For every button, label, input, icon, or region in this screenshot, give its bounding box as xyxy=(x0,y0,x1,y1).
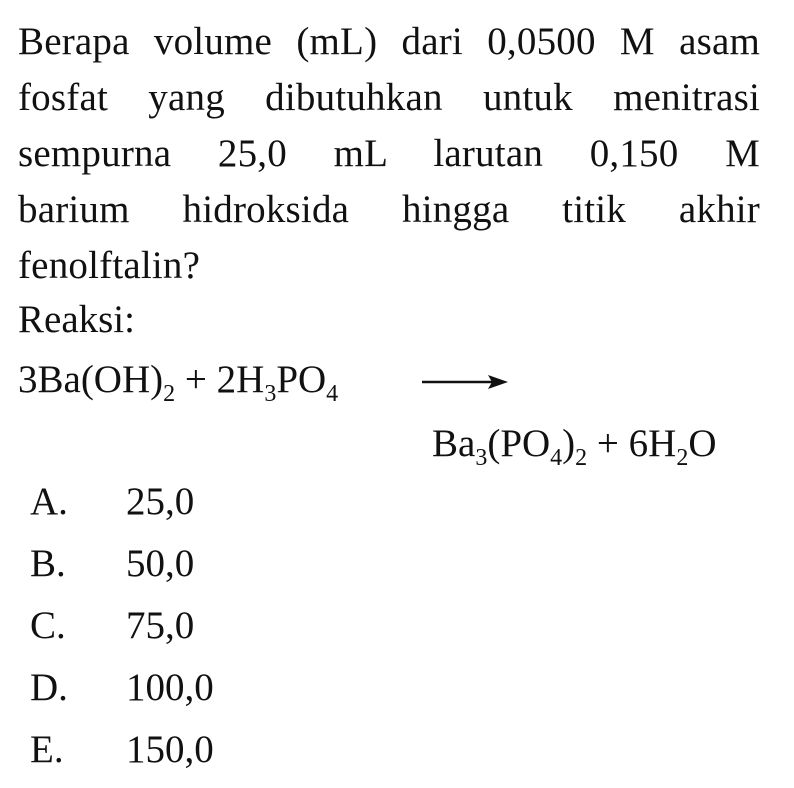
option-b[interactable] xyxy=(30,540,214,602)
subscript: 4 xyxy=(550,445,563,471)
reaction-products xyxy=(432,420,717,471)
question-line: sempurna 25,0 mL larutan 0,150 M xyxy=(18,132,760,175)
option-e[interactable] xyxy=(30,726,214,788)
subscript: 3 xyxy=(264,381,277,407)
reaction-arrow-icon xyxy=(422,372,508,392)
option-d[interactable] xyxy=(30,664,214,726)
question-line: Berapa volume (mL) dari 0,0500 M asam xyxy=(18,20,760,63)
subscript: 4 xyxy=(326,381,339,407)
option-letter: E. xyxy=(30,728,64,771)
question-text xyxy=(18,14,760,294)
product-part: ) xyxy=(562,422,576,465)
reactant-phosphoric-acid: PO xyxy=(276,358,327,401)
plus-sign: + 6H xyxy=(587,422,677,465)
subscript: 2 xyxy=(676,445,689,471)
option-value: 150,0 xyxy=(126,728,214,771)
answer-options xyxy=(30,478,214,788)
option-value: 75,0 xyxy=(126,604,195,647)
reaction-label: Reaksi: xyxy=(18,298,135,341)
option-c[interactable] xyxy=(30,602,214,664)
product-part: (PO xyxy=(487,422,551,465)
reaction-reactants xyxy=(18,356,339,407)
plus-sign: + 2H xyxy=(175,358,265,401)
option-value: 100,0 xyxy=(126,666,214,709)
option-a[interactable] xyxy=(30,478,214,540)
product-water: O xyxy=(688,422,717,465)
question-line: barium hidroksida hingga titik akhir xyxy=(18,188,760,231)
option-letter: C. xyxy=(30,604,66,647)
product-barium-phosphate: Ba xyxy=(432,422,476,465)
subscript: 2 xyxy=(163,381,176,407)
option-letter: D. xyxy=(30,666,68,709)
option-value: 25,0 xyxy=(126,480,195,523)
option-letter: A. xyxy=(30,480,68,523)
subscript: 2 xyxy=(575,445,588,471)
subscript: 3 xyxy=(475,445,488,471)
option-value: 50,0 xyxy=(126,542,195,585)
option-letter: B. xyxy=(30,542,66,585)
reactant-barium-hydroxide: 3Ba(OH) xyxy=(18,358,164,401)
question-line: fenolftalin? xyxy=(18,244,201,287)
question-line: fosfat yang dibutuhkan untuk menitrasi xyxy=(18,76,760,119)
